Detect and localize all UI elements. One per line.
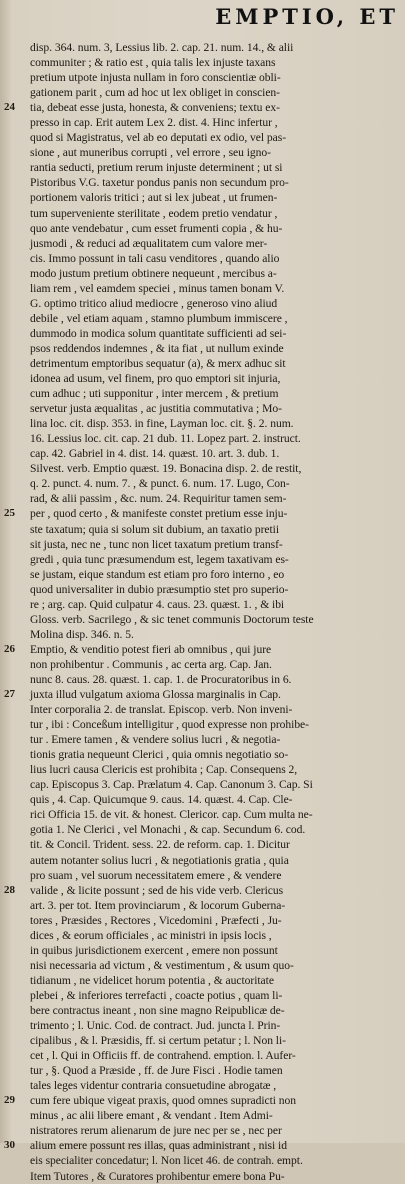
line-text: tidianum , ne videlicet horum potentia , & auctoritate (30, 973, 274, 987)
line-text: 16. Lessius loc. cit. cap. 21 dub. 11. Lopez part. 2. instruct. (30, 432, 301, 446)
text-line (0, 1093, 405, 1108)
text-line (0, 837, 405, 852)
line-text: trimento ; l. Unic. Cod. de contract. Jud. juncta l. Prin- (30, 1019, 281, 1033)
line-text: non prohibentur . Communis , ac certa arg. Cap. Jan. (30, 657, 272, 671)
line-text: nunc 8. caus. 28. quæst. 1. cap. 1. de Procuratoribus in 6. (30, 672, 292, 686)
text-line (0, 913, 405, 928)
text-line (0, 853, 405, 868)
text-line (0, 115, 405, 130)
paragraph-number: 29 (4, 1094, 15, 1107)
line-text: cet , l. Qui in Officiis ff. de contrahend. emption. l. Aufer- (30, 1049, 296, 1063)
line-text: autem notanter solius lucri , & negotiationis gratia , quia (30, 853, 289, 867)
line-text: sione , aut muneribus corrupti , vel errore , seu igno- (30, 146, 271, 160)
text-line (0, 687, 405, 702)
paragraph-number: 28 (4, 883, 15, 896)
text-line (0, 70, 405, 85)
running-header: EMPTIO, ET (215, 4, 399, 29)
line-text: portionem valoris tritici ; aut si lex jubeat , ut frumen- (30, 191, 278, 205)
text-line (0, 943, 405, 958)
line-text: modo justum pretium obtinere nequeunt , mercibus a- (30, 266, 277, 280)
line-text: pretium utpote injusta nullam in foro conscientiæ obli- (30, 71, 281, 85)
line-text: minus , ac alii libere emant , & vendant . Item Admi- (30, 1109, 273, 1123)
line-text: quis , 4. Cap. Quicumque 9. caus. 14. quæst. 4. Cap. Cle- (30, 793, 293, 807)
text-line (0, 506, 405, 521)
text-line (0, 476, 405, 491)
line-text: gredi , quia tunc præsumendum est, legem taxativam es- (30, 552, 289, 566)
line-text: jusmodi , & reduci ad æqualitatem cum valore mer- (30, 236, 268, 250)
line-text: liam rem , vel eamdem speciei , minus tamen bonam V. (30, 281, 285, 295)
text-line (0, 1033, 405, 1048)
line-text: cipalibus , & l. Præsidis, ff. si certum petatur ; l. Non li- (30, 1034, 286, 1048)
paragraph-number: 25 (4, 507, 15, 520)
line-text: quod universaliter in dubio præsumptio stet pro superio- (30, 582, 289, 596)
text-line (0, 552, 405, 567)
text-line (0, 973, 405, 988)
text-line (0, 236, 405, 251)
line-text: tores , Præsides , Rectores , Vicedomini , Præfecti , Ju- (30, 913, 282, 927)
text-line (0, 807, 405, 822)
text-line (0, 311, 405, 326)
text-line (0, 296, 405, 311)
text-line (0, 627, 405, 642)
line-text: cap. Episcopus 3. Cap. Prælatum 4. Cap. Canonum 3. Cap. Si (30, 778, 313, 792)
text-line (0, 1018, 405, 1033)
line-text: servetur justa æqualitas , ac justitia commutativa ; Mo- (30, 402, 282, 416)
text-line (0, 266, 405, 281)
line-text: quod si Magistratus, vel ab eo deputati ex odio, vel pas- (30, 131, 287, 145)
paragraph-number: 26 (4, 642, 15, 655)
text-line (0, 1048, 405, 1063)
line-text: tur . Emere tamen , & vendere solius lucri , & negotia- (30, 733, 281, 747)
text-line (0, 401, 405, 416)
text-line (0, 883, 405, 898)
text-line (0, 416, 405, 431)
line-text: tia, debeat esse justa, honesta, & conveniens; textu ex- (30, 101, 280, 115)
text-line (0, 1169, 405, 1184)
text-line (0, 747, 405, 762)
line-text: lina loc. cit. disp. 353. in fine, Layman loc. cit. §. 2. num. (30, 417, 294, 431)
text-line (0, 145, 405, 160)
line-text: sit justa, nec ne , tunc non licet taxatum pretium transf- (30, 537, 283, 551)
paragraph-number: 24 (4, 101, 15, 114)
text-line (0, 522, 405, 537)
line-text: gationem parit , cum ad hoc ut lex obliget in conscien- (30, 86, 280, 100)
line-text: tit. & Concil. Trident. sess. 22. de reform. cap. 1. Dicitur (30, 838, 290, 852)
text-line (0, 85, 405, 100)
text-line (0, 958, 405, 973)
line-text: Gloss. verb. Sacrilego , & sic tenet communis Doctorum teste (30, 612, 314, 626)
text-line (0, 326, 405, 341)
text-line (0, 762, 405, 777)
text-line (0, 175, 405, 190)
text-line (0, 1078, 405, 1093)
text-line (0, 822, 405, 837)
line-text: gotia 1. Ne Clerici , vel Monachi , & cap. Secundum 6. cod. (30, 823, 306, 837)
text-line (0, 792, 405, 807)
text-line (0, 446, 405, 461)
line-text: tionis gratia nequeunt Clerici , quia omnis negotiatio so- (30, 748, 289, 762)
line-text: quo ante vendebatur , cum esset frumenti copia , & hu- (30, 221, 283, 235)
line-text: lius lucri causa Clericis est prohibita ; Cap. Consequens 2, (30, 763, 298, 777)
line-text: valide , & licite possunt ; sed de his vide verb. Clericus (30, 883, 284, 897)
line-text: cum fere ubique vigeat praxis, quod omnes supradicti non (30, 1094, 297, 1108)
text-line (0, 732, 405, 747)
text-line (0, 612, 405, 627)
line-text: se justam, eique standum est etiam pro foro interno , eo (30, 567, 285, 581)
line-text: tum superveniente sterilitate , eodem pretio vendatur , (30, 206, 278, 220)
line-text: Item Tutores , & Curatores prohibentur emere bona Pu- (30, 1169, 285, 1183)
text-line (0, 371, 405, 386)
text-line (0, 206, 405, 221)
text-line (0, 582, 405, 597)
line-text: tur , ibi : Conceßum intelligitur , quod expresse non prohibe- (30, 718, 309, 732)
line-text: Pistoribus V.G. taxetur pondus panis non secundum pro- (30, 176, 289, 190)
text-line (0, 1153, 405, 1168)
line-text: q. 2. punct. 4. num. 7. , & punct. 6. num. 17. Lugo, Con- (30, 477, 290, 491)
text-line (0, 1108, 405, 1123)
line-text: nisi necessaria ad victum , & vestimentum , & usum quo- (30, 958, 294, 972)
text-line (0, 55, 405, 70)
line-text: rici Officia 15. de vit. & honest. Clericor. cap. Cum multa ne- (30, 808, 313, 822)
line-text: cap. 42. Gabriel in 4. dist. 14. quæst. 10. art. 3. dub. 1. (30, 447, 280, 461)
line-text: per , quod certo , & manifeste constet pretium esse inju- (30, 507, 288, 521)
line-text: rad, & alii passim , &c. num. 24. Requiritur tamen sem- (30, 492, 287, 506)
line-text: dummodo in modica solum quantitate sufficienti ad sei- (30, 326, 287, 340)
text-line (0, 642, 405, 657)
text-line (0, 672, 405, 687)
paragraph-number: 27 (4, 688, 15, 701)
line-text: plebei , & inferiores terrefacti , coacte potius , quam li- (30, 988, 283, 1002)
line-text: re ; arg. cap. Quid culpatur 4. caus. 23. quæst. 1. , & ibi (30, 597, 285, 611)
text-line (0, 190, 405, 205)
line-text: idonea ad usum, vel finem, pro quo emptori sit injuria, (30, 372, 281, 386)
text-line (0, 130, 405, 145)
text-line (0, 567, 405, 582)
text-line (0, 160, 405, 175)
text-line (0, 657, 405, 672)
line-text: bere contractus ineant , non sine magno Reipublicæ de- (30, 1004, 285, 1017)
text-line (0, 491, 405, 506)
text-line (0, 777, 405, 792)
line-text: tales leges videntur contraria consuetudine abrogatæ , (30, 1079, 277, 1093)
text-line (0, 717, 405, 732)
line-text: Molina disp. 346. n. 5. (30, 627, 134, 641)
line-text: juxta illud vulgatum axioma Glossa marginalis in Cap. (30, 688, 281, 702)
text-line (0, 1003, 405, 1018)
line-text: presso in cap. Erit autem Lex 2. dist. 4. Hinc infertur , (30, 116, 278, 130)
line-text: G. optimo tritico aliud mediocre , generoso vino aliud (30, 296, 278, 310)
text-line (0, 988, 405, 1003)
line-text: dices , & eorum officiales , ac ministri in ipsis locis , (30, 928, 272, 942)
text-line (0, 251, 405, 266)
line-text: Silvest. verb. Emptio quæst. 19. Bonacina disp. 2. de restit, (30, 462, 302, 476)
line-text: cum adhuc ; uti supponitur , inter mercem , & pretium (30, 387, 279, 401)
line-text: pro suam , vel suorum necessitatem emere , & vendere (30, 868, 282, 882)
text-line (0, 461, 405, 476)
text-line (0, 1063, 405, 1078)
text-line (0, 40, 405, 55)
line-text: detrimentum emptoribus sequatur (a), & merx adhuc sit (30, 356, 286, 370)
line-text: psos reddendos indemnes , & ita fiat , ut nullum exinde (30, 341, 284, 355)
text-line (0, 356, 405, 371)
line-text: in quibus jurisdictionem exercent , emere non possunt (30, 943, 278, 957)
text-line (0, 537, 405, 552)
line-text: disp. 364. num. 3, Lessius lib. 2. cap. 21. num. 14., & alii (30, 41, 294, 54)
line-text: Inter corporalia 2. de translat. Episcop. verb. Non inveni- (30, 703, 293, 717)
text-line (0, 341, 405, 356)
line-text: eis specialiter concedatur; l. Non licet 46. de contrah. empt. (30, 1154, 303, 1168)
page-body-text (0, 40, 405, 1184)
line-text: tur , §. Quod a Præside , ff. de Jure Fisci . Hodie tamen (30, 1064, 283, 1078)
line-text: rantia seducti, pretium rerum injuste determinent ; ut si (30, 161, 283, 175)
line-text: communiter ; & ratio est , quia talis lex injuste taxans (30, 56, 276, 70)
line-text: alium emere possunt res illas, quas administrant , nisi id (30, 1139, 287, 1153)
text-line (0, 868, 405, 883)
line-text: cis. Immo possunt in tali casu venditores , quando alio (30, 251, 280, 265)
line-text: ste taxatum; quia si solum sit dubium, an taxatio pretii (30, 522, 280, 536)
text-line (0, 431, 405, 446)
text-line (0, 386, 405, 401)
text-line (0, 100, 405, 115)
text-line (0, 928, 405, 943)
text-line (0, 597, 405, 612)
text-line (0, 221, 405, 236)
text-line (0, 898, 405, 913)
line-text: Emptio, & venditio potest fieri ab omnibus , qui jure (30, 642, 272, 656)
text-line (0, 1138, 405, 1153)
line-text: debile , vel etiam aquam , stamno plumbum immiscere , (30, 311, 288, 325)
line-text: nistratores rerum alienarum de jure nec per se , nec per (30, 1124, 282, 1138)
text-line (0, 702, 405, 717)
line-text: art. 3. per tot. Item provinciarum , & locorum Guberna- (30, 898, 286, 912)
text-line (0, 281, 405, 296)
paragraph-number: 30 (4, 1139, 15, 1152)
text-line (0, 1123, 405, 1138)
